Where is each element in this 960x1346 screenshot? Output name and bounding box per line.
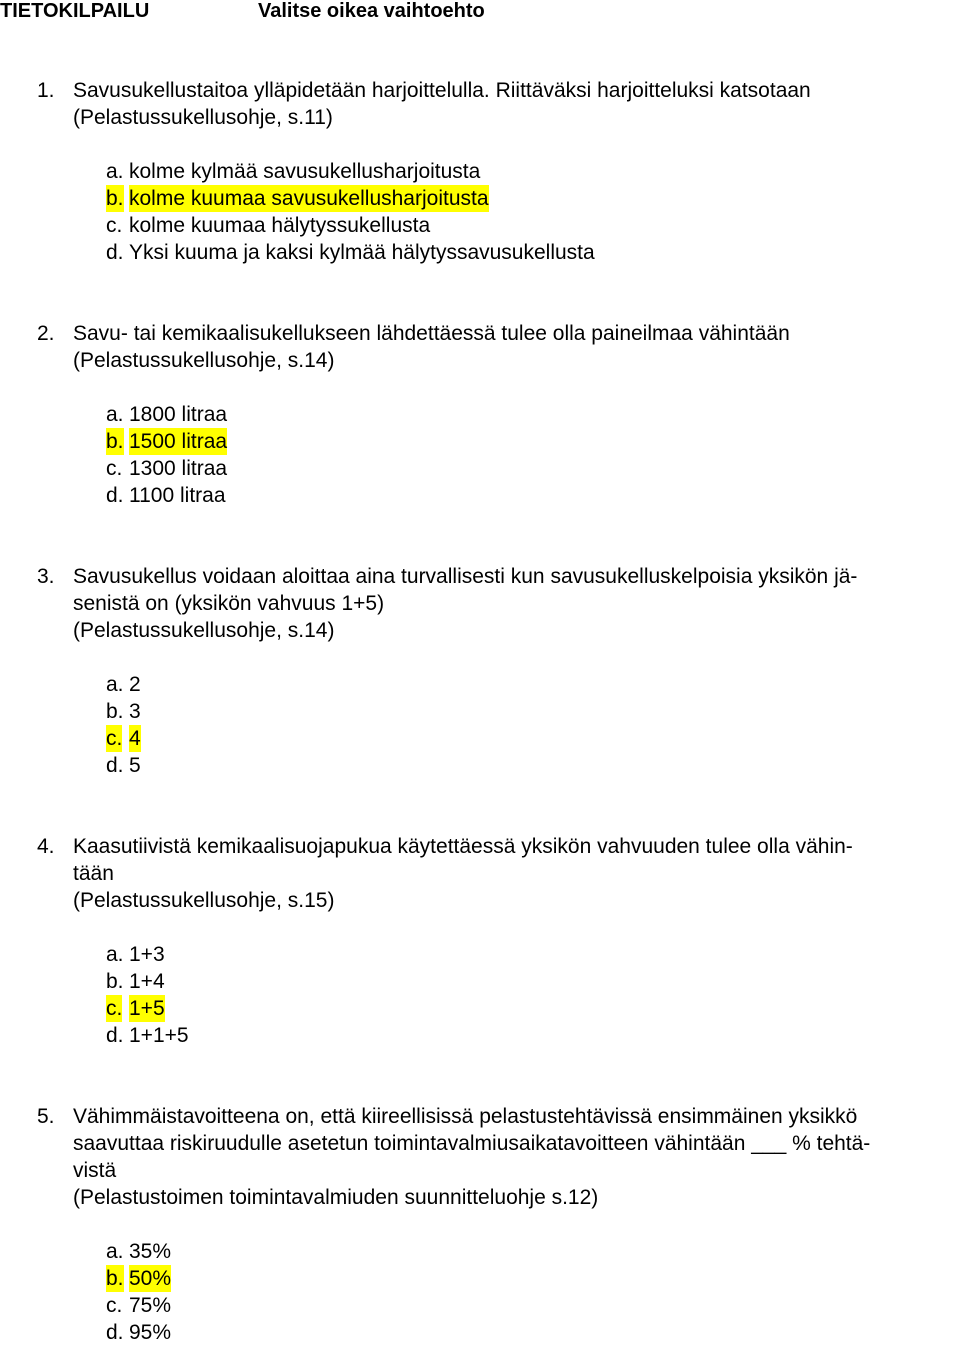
answer-list xyxy=(0,671,960,779)
question-number: 2. xyxy=(37,322,55,345)
answer-text: 1100 litraa xyxy=(129,484,226,507)
answer-option-b xyxy=(0,968,960,995)
answer-text: 1+4 xyxy=(129,970,165,993)
question-text: Savusukellus voidaan aloittaa aina turvallisesti kun savusukelluskelpoisia yksikön jä- senistä on (yksikön vahvuus 1+5) (Pelastussukellusohje, s.14) 3. xyxy=(37,565,858,642)
answer-letter: d. xyxy=(106,1024,124,1047)
answer-text: 1+1+5 xyxy=(129,1024,189,1047)
answer-option-a xyxy=(0,941,960,968)
answer-letter: c. xyxy=(106,214,123,237)
question-text: Savu- tai kemikaalisukellukseen lähdettäessä tulee olla paineilmaa vähintään (Pelastussukellusohje, s.14) 2. xyxy=(37,322,790,372)
answer-text: kolme kuumaa savusukellusharjoitusta xyxy=(129,187,489,210)
answer-letter: c. xyxy=(106,997,123,1020)
answer-option-a xyxy=(0,671,960,698)
answer-option-b xyxy=(0,698,960,725)
answer-text: 4 xyxy=(129,727,141,750)
question-1 xyxy=(0,77,960,320)
answer-option-c xyxy=(0,995,960,1022)
answer-list xyxy=(0,158,960,266)
answer-list xyxy=(0,941,960,1049)
question-text: Savusukellustaitoa ylläpidetään harjoittelulla. Riittäväksi harjoitteluksi katsotaan (Pelastussukellusohje, s.11) 1. xyxy=(37,79,811,129)
answer-letter: b. xyxy=(106,430,124,453)
answer-list xyxy=(0,401,960,509)
answer-text: 75% xyxy=(129,1294,172,1317)
answer-text: kolme kylmää savusukellusharjoitusta xyxy=(129,160,481,183)
answer-letter: b. xyxy=(106,187,124,210)
answer-text: kolme kuumaa hälytyssukellusta xyxy=(129,214,431,237)
answer-text: 35% xyxy=(129,1240,172,1263)
answer-option-c xyxy=(0,1292,960,1319)
answer-option-a xyxy=(0,401,960,428)
answer-option-a xyxy=(0,158,960,185)
answer-list xyxy=(0,1238,960,1346)
question-number: 3. xyxy=(37,565,55,588)
question-3 xyxy=(0,563,960,833)
answer-letter: c. xyxy=(106,457,123,480)
answer-text: 1+3 xyxy=(129,943,165,966)
question-text: Vähimmäistavoitteena on, että kiireellisissä pelastustehtävissä ensimmäinen yksikkö saavuttaa riskiruudulle asetetun toimintavalmiusaikatavoitteen vähintään ___ % tehtä- vistä (Pelastustoimen toimintavalmiuden suunnitteluohje s.12) 5. xyxy=(37,1105,871,1209)
answer-letter: b. xyxy=(106,700,124,723)
answer-text: 2 xyxy=(129,673,141,696)
answer-option-b xyxy=(0,185,960,212)
answer-text: 1800 litraa xyxy=(129,403,228,426)
answer-letter: a. xyxy=(106,1240,124,1263)
answer-letter: b. xyxy=(106,970,124,993)
question-number: 4. xyxy=(37,835,55,858)
question-number: 5. xyxy=(37,1105,55,1128)
answer-option-d xyxy=(0,239,960,266)
question-text: Kaasutiivistä kemikaalisuojapukua käytettäessä yksikön vahvuuden tulee olla vähin- tään (Pelastussukellusohje, s.15) 4. xyxy=(37,835,853,912)
answer-letter: a. xyxy=(106,673,124,696)
answer-letter: d. xyxy=(106,241,124,264)
answer-letter: b. xyxy=(106,1267,124,1290)
question-4 xyxy=(0,833,960,1103)
answer-letter: a. xyxy=(106,160,124,183)
answer-option-c xyxy=(0,212,960,239)
answer-option-d xyxy=(0,482,960,509)
answer-option-d xyxy=(0,1319,960,1346)
answer-text: 1+5 xyxy=(129,997,165,1020)
answer-option-d xyxy=(0,752,960,779)
question-number: 1. xyxy=(37,79,55,102)
answer-option-b xyxy=(0,1265,960,1292)
answer-text: 1500 litraa xyxy=(129,430,228,453)
question-5 xyxy=(0,1103,960,1346)
answer-option-c xyxy=(0,725,960,752)
answer-letter: d. xyxy=(106,484,124,507)
answer-option-a xyxy=(0,1238,960,1265)
answer-option-d xyxy=(0,1022,960,1049)
question-list xyxy=(0,77,960,1346)
answer-text: 1300 litraa xyxy=(129,457,228,480)
answer-text: 5 xyxy=(129,754,141,777)
answer-letter: c. xyxy=(106,1294,123,1317)
question-2 xyxy=(0,320,960,563)
answer-option-c xyxy=(0,455,960,482)
quiz-instruction: Valitse oikea vaihtoehto xyxy=(258,0,485,22)
quiz-title: TIETOKILPAILU xyxy=(0,0,150,22)
answer-letter: c. xyxy=(106,727,123,750)
answer-text: 50% xyxy=(129,1267,172,1290)
answer-text: 3 xyxy=(129,700,141,723)
answer-letter: d. xyxy=(106,754,124,777)
answer-letter: a. xyxy=(106,943,124,966)
answer-option-b xyxy=(0,428,960,455)
answer-letter: a. xyxy=(106,403,124,426)
answer-text: 95% xyxy=(129,1321,172,1344)
answer-letter: d. xyxy=(106,1321,124,1344)
answer-text: Yksi kuuma ja kaksi kylmää hälytyssavusukellusta xyxy=(129,241,595,264)
